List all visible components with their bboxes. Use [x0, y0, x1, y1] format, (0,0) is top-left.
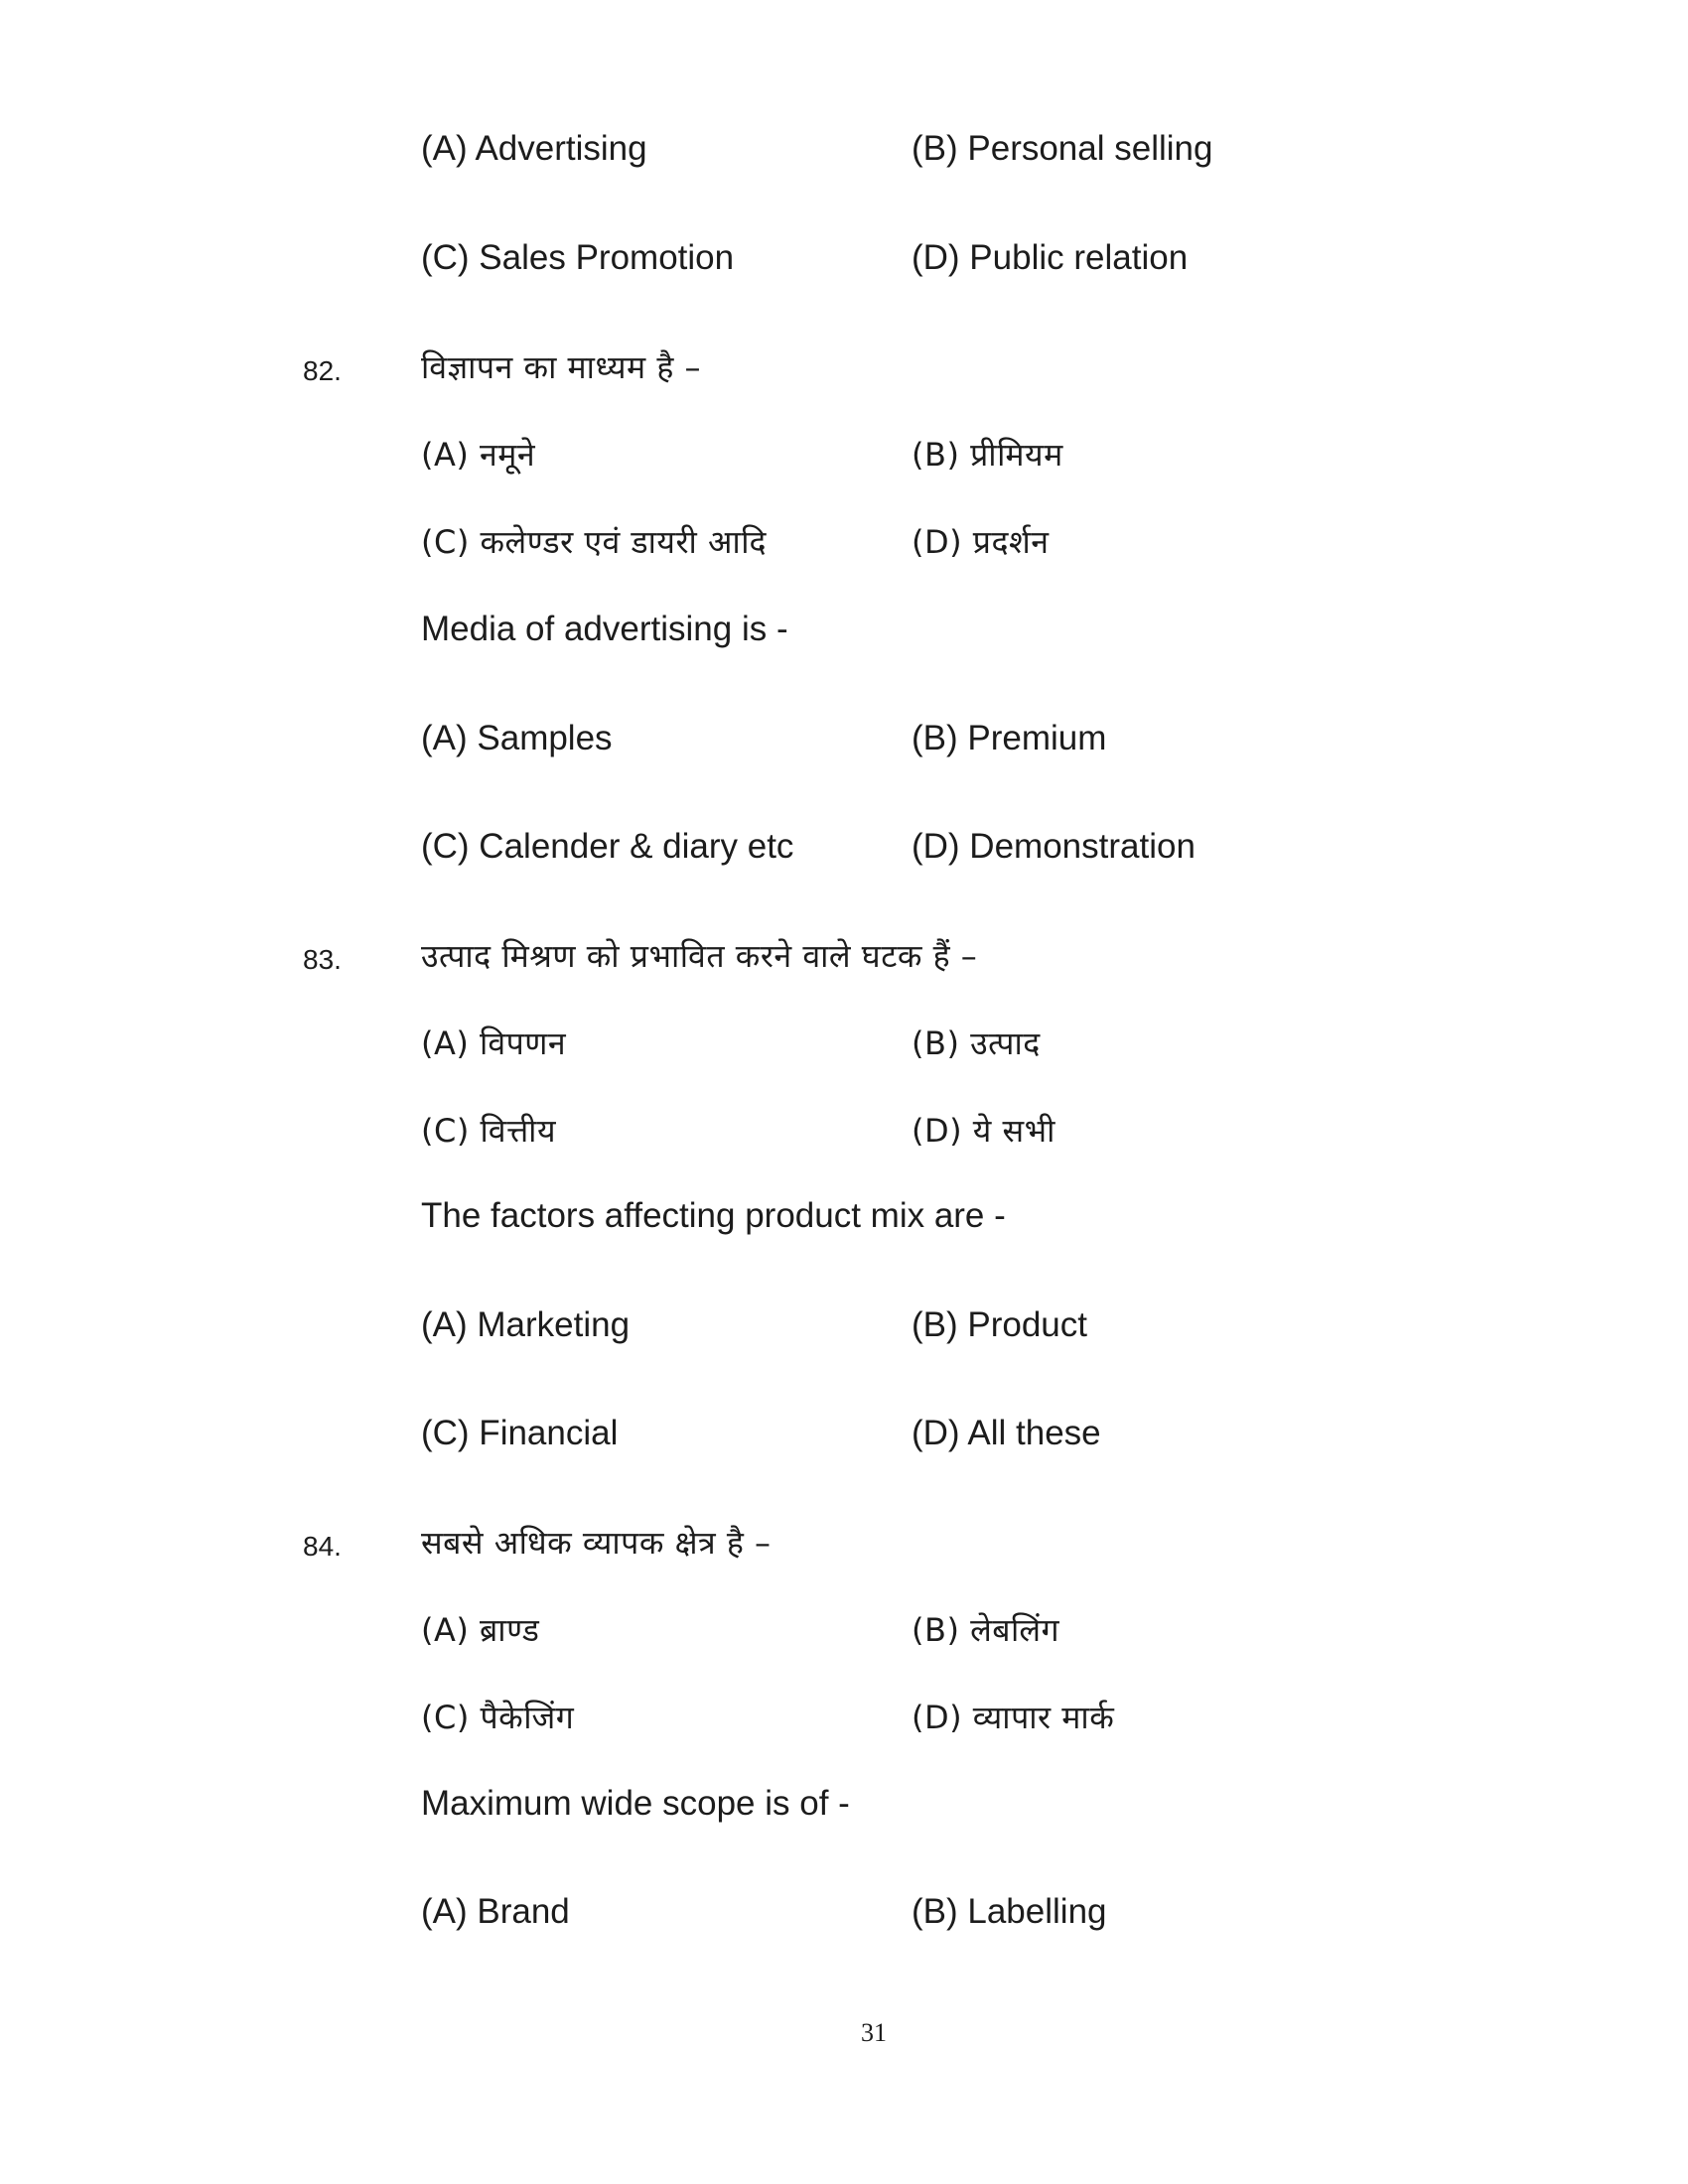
q83-number: 83. — [303, 944, 342, 975]
q82-hindi-option-d: (D) प्रदर्शन — [912, 523, 1050, 561]
q81-option-b: (B) Personal selling — [912, 129, 1213, 168]
q83-option-b: (B) Product — [912, 1305, 1087, 1344]
page-number: 31 — [861, 2018, 887, 2047]
q82-hindi-option-b: (B) प्रीमियम — [912, 436, 1063, 474]
q84-number: 84. — [303, 1531, 342, 1562]
q82-option-c: (C) Calender & diary etc — [421, 827, 794, 866]
q82-hindi-question: विज्ञापन का माध्यम है – — [421, 348, 702, 386]
q84-hindi-option-c: (C) पैकेजिंग — [421, 1699, 575, 1736]
q82-option-b: (B) Premium — [912, 719, 1107, 757]
q83-option-a: (A) Marketing — [421, 1305, 631, 1344]
q81-option-a: (A) Advertising — [421, 129, 647, 168]
q81-option-d: (D) Public relation — [912, 238, 1189, 277]
q84-english-question: Maximum wide scope is of - — [421, 1784, 850, 1823]
q82-english-question: Media of advertising is - — [421, 610, 788, 648]
q83-hindi-question: उत्पाद मिश्रण को प्रभावित करने वाले घटक हैं – — [421, 937, 978, 975]
q83-hindi-option-c: (C) वित्तीय — [421, 1112, 557, 1150]
q84-hindi-option-a: (A) ब्राण्ड — [421, 1611, 540, 1649]
q83-hindi-option-b: (B) उत्पाद — [912, 1024, 1041, 1062]
q82-hindi-option-a: (A) नमूने — [421, 436, 536, 474]
q83-english-question: The factors affecting product mix are - — [421, 1196, 1006, 1235]
q84-hindi-option-b: (B) लेबलिंग — [912, 1611, 1060, 1649]
q81-option-c: (C) Sales Promotion — [421, 238, 735, 277]
q82-number: 82. — [303, 355, 342, 386]
q83-option-d: (D) All these — [912, 1414, 1101, 1452]
q84-hindi-question: सबसे अधिक व्यापक क्षेत्र है – — [421, 1524, 772, 1562]
q83-hindi-option-d: (D) ये सभी — [912, 1112, 1055, 1150]
q83-option-c: (C) Financial — [421, 1414, 619, 1452]
q84-option-b: (B) Labelling — [912, 1892, 1107, 1931]
q82-option-d: (D) Demonstration — [912, 827, 1196, 866]
q82-hindi-option-c: (C) कलेण्डर एवं डायरी आदि — [421, 523, 767, 561]
q84-hindi-option-d: (D) व्यापार मार्क — [912, 1699, 1115, 1736]
q84-option-a: (A) Brand — [421, 1892, 570, 1931]
q83-hindi-option-a: (A) विपणन — [421, 1024, 567, 1062]
q82-option-a: (A) Samples — [421, 719, 613, 757]
